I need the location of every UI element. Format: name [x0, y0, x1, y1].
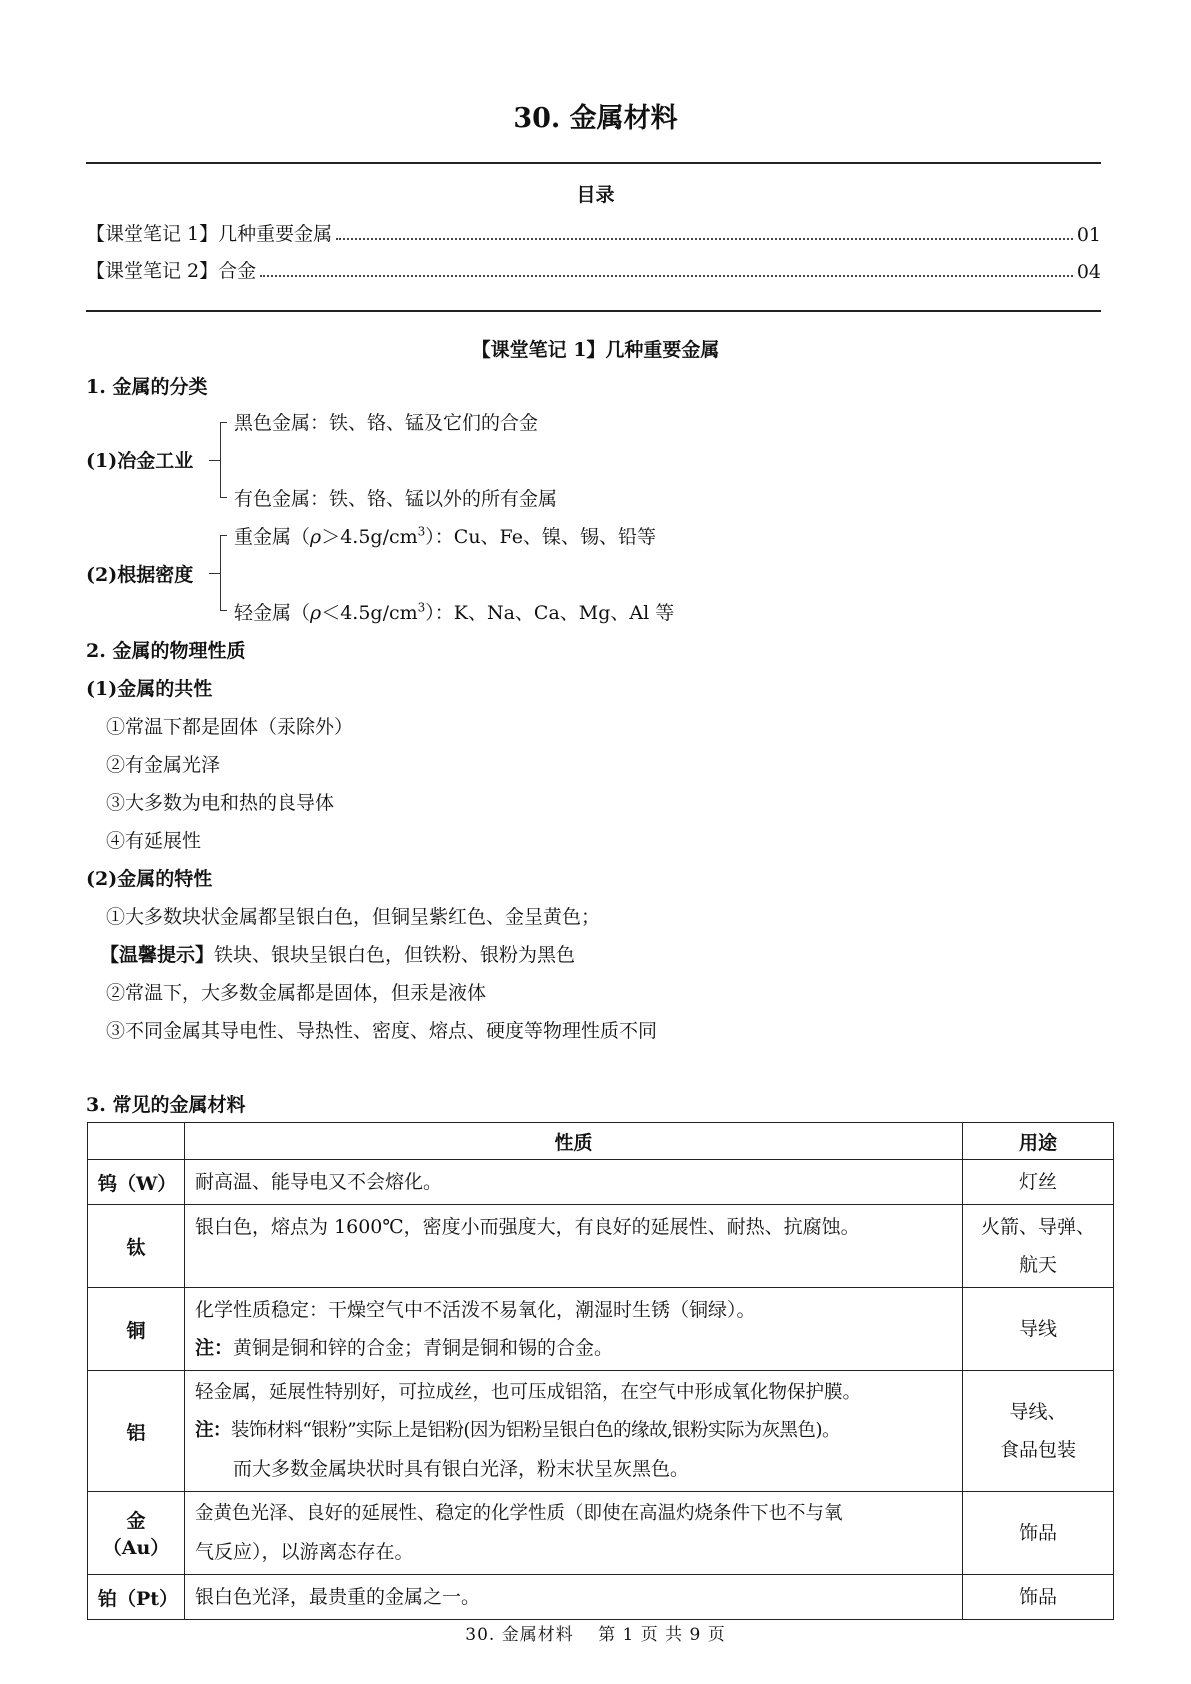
metal-name: 铝	[88, 1371, 185, 1492]
table-row	[88, 1575, 1114, 1620]
page-footer: 30. 金属材料 第 1 页 共 9 页	[465, 1625, 726, 1645]
special-item: ③不同金属其导电性、导热性、密度、熔点、硬度等物理性质不同	[106, 1020, 658, 1042]
heading-materials: 3. 常见的金属材料	[86, 1094, 246, 1116]
metal-name: 铜	[88, 1288, 185, 1371]
table-row	[88, 1288, 1114, 1371]
metal-name: 钨（W）	[88, 1160, 185, 1205]
toc-item-page: 01	[1076, 224, 1101, 246]
label-common: (1)金属的共性	[86, 678, 213, 700]
materials-table	[87, 1122, 1114, 1620]
light-metals: 轻金属$(\rho<4.5g/cm^3)$：K、Na、Ca、Mg、Al 等	[234, 600, 675, 624]
metal-use: 饰品	[963, 1492, 1114, 1575]
heading-classification: 1. 金属的分类	[86, 376, 208, 398]
section-title: 【课堂笔记 1】几种重要金属	[471, 339, 720, 361]
table-row	[88, 1205, 1114, 1288]
metal-use: 灯丝	[963, 1160, 1114, 1205]
common-item: ③大多数为电和热的良导体	[106, 792, 335, 814]
label-density: (2)根据密度	[86, 564, 194, 586]
table-row	[88, 1492, 1114, 1575]
metal-property: 耐高温、能导电又不会熔化。	[185, 1160, 963, 1205]
toc-heading: 目录	[576, 184, 615, 206]
label-special: (2)金属的特性	[86, 868, 213, 890]
common-item: ①常温下都是固体（汞除外）	[106, 716, 354, 738]
special-item: ①大多数块状金属都呈银白色，但铜呈紫红色、金呈黄色；	[106, 906, 601, 928]
table-header-row	[88, 1123, 1114, 1160]
toc-item-2[interactable]	[86, 257, 1101, 283]
metal-use: 饰品	[963, 1575, 1114, 1620]
label-metallurgy: (1)冶金工业	[86, 450, 194, 472]
metal-property: 银白色光泽，最贵重的金属之一。	[185, 1575, 963, 1620]
tip-note: 【温馨提示】铁块、银块呈银白色，但铁粉、银粉为黑色	[100, 944, 576, 966]
toc-item-label: 【课堂笔记 1】几种重要金属	[86, 223, 333, 245]
divider-top	[86, 162, 1101, 164]
common-item: ②有金属光泽	[106, 754, 221, 776]
table-header	[88, 1123, 185, 1160]
common-item: ④有延展性	[106, 830, 202, 852]
brace-metallurgy	[220, 422, 231, 498]
metal-property: 轻金属，延展性特别好，可拉成丝，也可压成铝箔，在空气中形成氧化物保护膜。 注：装饰材料“银粉”实际上是铝粉(因为铝粉呈银白色的缘故,银粉实际为灰黑色)。 而大多数金属块状时具有银白光泽，粉末状呈灰黑色。	[185, 1371, 963, 1492]
metal-property: 化学性质稳定：干燥空气中不活泼不易氧化，潮湿时生锈（铜绿）。 注：黄铜是铜和锌的合金；青铜是铜和锡的合金。	[185, 1288, 963, 1371]
metal-property: 金黄色光泽、良好的延展性、稳定的化学性质（即使在高温灼烧条件下也不与氧 气反应），以游离态存在。	[185, 1492, 963, 1575]
divider-toc	[86, 310, 1101, 312]
special-item: ②常温下，大多数金属都是固体，但汞是液体	[106, 982, 487, 1004]
toc-item-page: 04	[1076, 261, 1101, 283]
metal-name: 钛	[88, 1205, 185, 1288]
metal-use: 导线、 食品包装	[963, 1371, 1114, 1492]
toc-item-label: 【课堂笔记 2】合金	[86, 260, 257, 282]
metal-use: 导线	[963, 1288, 1114, 1371]
nonferrous-metals: 有色金属：铁、铬、锰以外的所有金属	[234, 488, 558, 510]
metal-use: 火箭、导弹、 航天	[963, 1205, 1114, 1288]
toc-leader	[260, 275, 1073, 277]
page-title: 30. 金属材料	[513, 103, 678, 134]
table-header: 用途	[963, 1123, 1114, 1160]
toc-item-1[interactable]	[86, 220, 1101, 246]
table-row	[88, 1371, 1114, 1492]
table-header: 性质	[185, 1123, 963, 1160]
metal-name: 铂（Pt）	[88, 1575, 185, 1620]
heavy-metals: 重金属$(\rho>4.5g/cm^3)$：Cu、Fe、镍、锡、铅等	[234, 524, 656, 548]
ferrous-metals: 黑色金属：铁、铬、锰及它们的合金	[234, 412, 539, 434]
heading-physical: 2. 金属的物理性质	[86, 640, 246, 662]
toc-leader	[336, 238, 1073, 240]
brace-density	[220, 535, 231, 611]
metal-property: 银白色，熔点为 1600℃，密度小而强度大，有良好的延展性、耐热、抗腐蚀。	[185, 1205, 963, 1288]
metal-name: 金（Au）	[88, 1492, 185, 1575]
table-row	[88, 1160, 1114, 1205]
